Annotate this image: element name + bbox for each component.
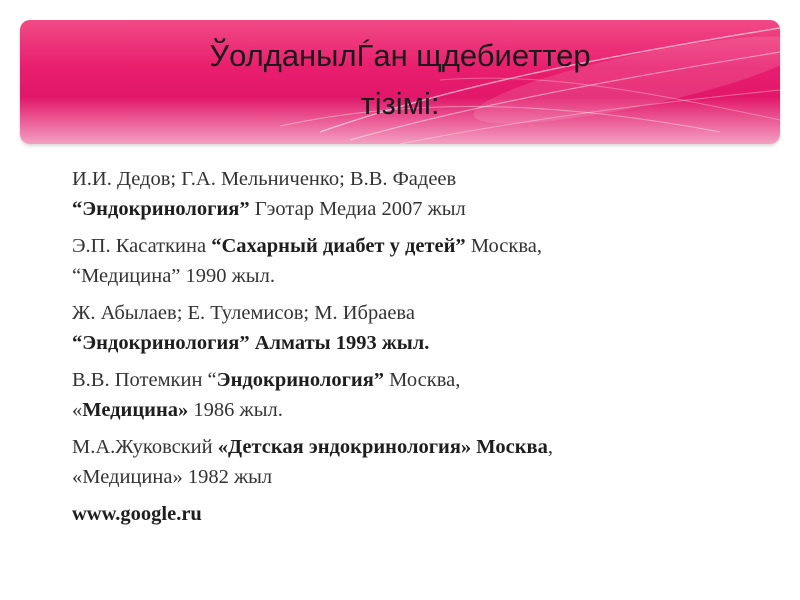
reference-publisher: Медицина» — [82, 399, 189, 421]
reference-authors: М.А.Жуковский — [72, 436, 218, 458]
reference-year: 1986 жыл. — [188, 399, 283, 421]
reference-link[interactable]: www.google.ru — [72, 503, 202, 525]
reference-authors: В.В. Потемкин “ — [72, 369, 217, 391]
reference-item — [72, 499, 752, 529]
reference-authors: Ж. Абылаев; Е. Тулемисов; М. Ибраева — [72, 302, 415, 324]
reference-item — [72, 231, 752, 291]
reference-item — [72, 432, 752, 492]
reference-title: “Сахарный диабет у детей” — [211, 235, 466, 257]
reference-publisher: «Медицина» 1982 жыл — [72, 466, 273, 488]
reference-item — [72, 298, 752, 358]
reference-title: “Эндокринология” — [72, 198, 250, 220]
reference-publisher: Гэотар Медиа 2007 жыл — [249, 198, 466, 220]
reference-item — [72, 365, 752, 425]
reference-quote-open: « — [72, 399, 83, 421]
reference-punctuation: , — [547, 436, 553, 458]
reference-authors: Э.П. Касаткина — [72, 235, 212, 257]
reference-city: Москва, — [384, 369, 461, 391]
title-line-2: тізімі: — [360, 86, 440, 121]
reference-authors: И.И. Дедов; Г.А. Мельниченко; В.В. Фадеев — [72, 168, 457, 190]
title-line-1: ЎолданылЃан щдебиеттер — [209, 38, 591, 73]
reference-title: «Детская эндокринология» Москва — [217, 436, 548, 458]
reference-publisher: “Медицина” 1990 жыл. — [72, 265, 275, 287]
reference-title: “Эндокринология” Алматы 1993 жыл. — [72, 332, 430, 354]
reference-city: Москва, — [465, 235, 542, 257]
page-title — [160, 32, 640, 128]
reference-item — [72, 164, 752, 224]
reference-list — [72, 164, 752, 536]
reference-title: Эндокринология” — [216, 369, 385, 391]
